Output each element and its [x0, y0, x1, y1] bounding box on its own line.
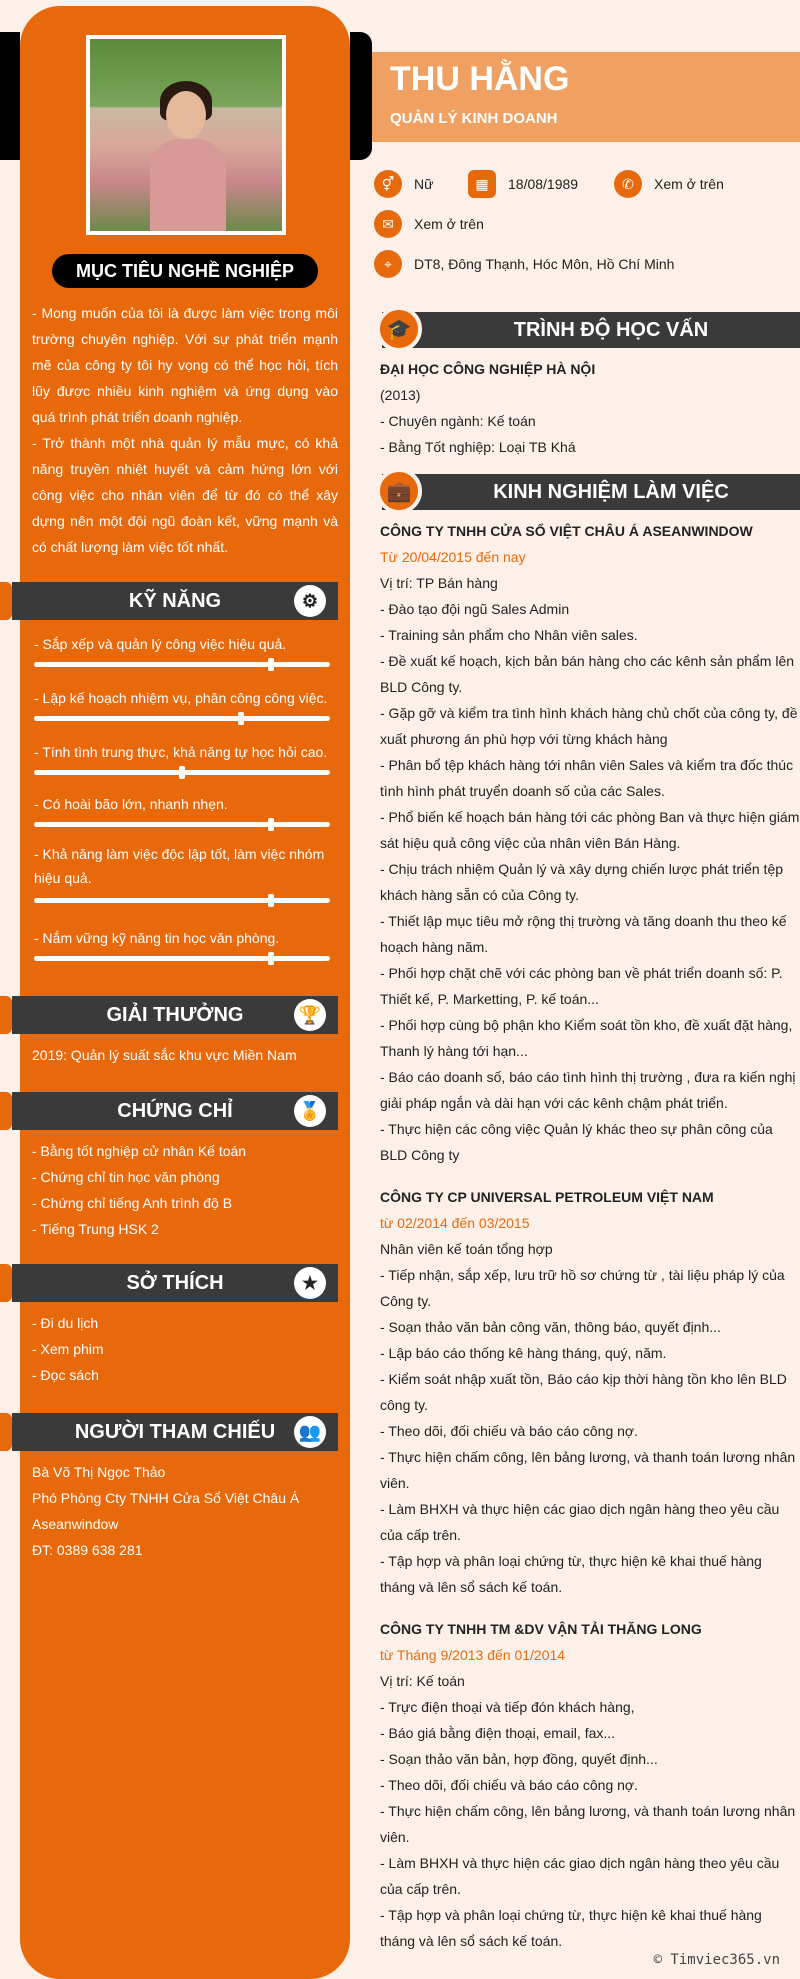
- education-line: - Bằng Tốt nghiệp: Loại TB Khá: [380, 439, 576, 455]
- skill-label: - Tính tình trung thực, khả năng tự học hỏi cao.: [34, 744, 328, 760]
- hobbies-header: [12, 1264, 338, 1302]
- job-duty: - Gặp gỡ và kiểm tra tình hình khách hàng chủ chốt của công ty, đề xuất phương án phù hợp với từng khách hàng: [380, 705, 798, 747]
- graduation-cap-icon: 🎓: [376, 306, 422, 352]
- references-title: NGƯỜI THAM CHIẾU: [74, 1420, 276, 1443]
- email-value: Xem ở trên: [414, 216, 484, 232]
- phone-icon: ✆: [614, 170, 642, 198]
- certificate-item: - Chứng chỉ tiếng Anh trình độ B: [32, 1195, 233, 1211]
- job-duty: - Theo dõi, đối chiếu và báo cáo công nợ.: [380, 1423, 638, 1439]
- name-block: [372, 52, 800, 142]
- section-tab: [0, 1092, 12, 1130]
- job-duty: - Training sản phẩm cho Nhân viên sales.: [380, 627, 638, 643]
- job-period: từ 02/2014 đến 03/2015: [380, 1215, 530, 1231]
- education-body: [380, 356, 800, 460]
- skill-label: - Sắp xếp và quản lý công việc hiệu quả.: [34, 636, 287, 652]
- objective-text: - Mong muốn của tôi là được làm việc trong môi trường chuyên nghiệp. Với sự phát triển mạnh mẽ của công ty tôi hy vọng có thể học hỏi, tích lũy được nhiều kinh nghiệm và ứng dụng vào quá trình phát triển doanh nghiệp. - Trở thành một nhà quản lý mẫu mực, có khả năng truyền nhiệt huyết và cảm hứng lớn với công việc cho nhân viên để từ đó có thể xây dựng nên một đội ngũ đoàn kết, vững mạnh và có chất lượng làm việc tốt nhất.: [32, 305, 338, 555]
- avatar: [90, 39, 282, 231]
- school-name: ĐẠI HỌC CÔNG NGHIỆP HÀ NỘI: [380, 361, 596, 377]
- skill-label: - Lập kế hoạch nhiệm vụ, phân công công việc.: [34, 690, 328, 706]
- skill-label: - Khả năng làm việc độc lập tốt, làm việc nhóm hiệu quả.: [34, 846, 325, 886]
- job-duty: - Phối hợp chặt chẽ với các phòng ban về phát triển doanh số: P. Thiết kế, P. Marketting, P. kế toán...: [380, 965, 783, 1007]
- job-duty: - Kiểm soát nhập xuất tồn, Báo cáo kịp thời hàng tồn kho lên BLD công ty.: [380, 1371, 787, 1413]
- job-duty: - Theo dõi, đối chiếu và báo cáo công nợ.: [380, 1777, 638, 1793]
- phone-value: Xem ở trên: [654, 176, 724, 192]
- address-item: [374, 250, 674, 278]
- job-duty: - Báo giá bằng điện thoại, email, fax...: [380, 1725, 616, 1741]
- job-duty: - Thiết lập mục tiêu mở rộng thị trường và tăng doanh thu theo kế hoạch hàng năm.: [380, 913, 787, 955]
- calendar-icon: ▦: [468, 170, 496, 198]
- reference-name: Bà Võ Thị Ngọc Thảo: [32, 1464, 166, 1480]
- job-duty: - Tập hợp và phân loại chứng từ, thực hiện kê khai thuế hàng tháng và lên sổ sách kế toán.: [380, 1553, 762, 1595]
- skill-level-marker: [268, 658, 274, 671]
- job-duty: - Soạn thảo văn bản công văn, thông báo, quyết định...: [380, 1319, 721, 1335]
- job-duty: - Làm BHXH và thực hiện các giao dịch ngân hàng theo yêu cầu của cấp trên.: [380, 1501, 780, 1543]
- certificate-item: - Bằng tốt nghiệp cử nhân Kế toán: [32, 1143, 247, 1159]
- avatar-body: [150, 139, 226, 231]
- skill-level-marker: [238, 712, 244, 725]
- reference-phone: ĐT: 0389 638 281: [32, 1542, 143, 1558]
- footer-watermark: © Timviec365.vn: [653, 1952, 780, 1968]
- experience-header: [382, 474, 800, 510]
- skill-bar: [34, 716, 330, 721]
- job-entry: [380, 1184, 800, 1600]
- certificate-item: - Chứng chỉ tin học văn phòng: [32, 1169, 220, 1185]
- certificates-list: [32, 1138, 338, 1242]
- skill-level-marker: [179, 766, 185, 779]
- job-duty: - Phổ biến kế hoạch bán hàng tới các phòng Ban và thực hiện giám sát hiệu quả công việc của nhân viên Bán Hàng.: [380, 809, 800, 851]
- company-name: CÔNG TY TNHH TM &DV VẬN TẢI THĂNG LONG: [380, 1621, 702, 1637]
- job-duty: - Tiếp nhận, sắp xếp, lưu trữ hồ sơ chứng từ , tài liệu pháp lý của Công ty.: [380, 1267, 785, 1309]
- skill-bar: [34, 770, 330, 775]
- section-tab: [0, 582, 12, 620]
- job-duty: - Soạn thảo văn bản, hợp đồng, quyết định...: [380, 1751, 658, 1767]
- hobbies-list: [32, 1310, 338, 1388]
- company-name: CÔNG TY TNHH CỬA SỔ VIỆT CHÂU Á ASEANWINDOW: [380, 523, 753, 539]
- job-duty: Vị trí: Kế toán: [380, 1673, 465, 1689]
- skill-label: - Nắm vững kỹ năng tin học văn phòng.: [34, 930, 280, 946]
- skill-bar: [34, 822, 330, 827]
- skill-level-marker: [268, 952, 274, 965]
- section-tab: [0, 996, 12, 1034]
- right-accent-bar: [350, 32, 372, 160]
- gender-item: [374, 170, 433, 198]
- experience-title: KINH NGHIỆM LÀM VIỆC: [493, 480, 729, 503]
- objective-title: MỤC TIÊU NGHỀ NGHIỆP: [52, 254, 318, 288]
- hobby-item: - Xem phim: [32, 1341, 104, 1357]
- company-name: CÔNG TY CP UNIVERSAL PETROLEUM VIỆT NAM: [380, 1189, 714, 1205]
- certificates-header: [12, 1092, 338, 1130]
- school-year: (2013): [380, 387, 421, 403]
- certificates-title: CHỨNG CHỈ: [117, 1099, 233, 1122]
- birthday-item: [468, 170, 578, 198]
- phone-item: [614, 170, 724, 198]
- experience-body: [380, 518, 800, 1954]
- job-duty: - Đào tạo đội ngũ Sales Admin: [380, 601, 570, 617]
- job-duty: Vị trí: TP Bán hàng: [380, 575, 498, 591]
- job-duty: - Thực hiện chấm công, lên bảng lương, và thanh toán lương nhân viên.: [380, 1449, 796, 1491]
- reference-company: Phó Phòng Cty TNHH Cửa Sổ Việt Châu Á Aseanwindow: [32, 1490, 300, 1532]
- job-entry: [380, 1616, 800, 1954]
- award-item: 2019: Quản lý suất sắc khu vực Miền Nam: [32, 1047, 297, 1063]
- job-period: từ Tháng 9/2013 đến 01/2014: [380, 1647, 566, 1663]
- address-value: DT8, Đông Thạnh, Hóc Môn, Hồ Chí Minh: [414, 256, 675, 272]
- job-duty: Nhân viên kế toán tổng hợp: [380, 1241, 553, 1257]
- birthday-value: 18/08/1989: [508, 176, 579, 192]
- mail-icon: ✉: [374, 210, 402, 238]
- awards-list: [32, 1042, 338, 1068]
- star-icon: ★: [294, 1267, 326, 1299]
- gender-icon: ⚥: [374, 170, 402, 198]
- awards-title: GIẢI THƯỞNG: [106, 1003, 244, 1026]
- left-accent-bar: [0, 32, 20, 160]
- job-duty: - Tập hợp và phân loại chứng từ, thực hiện kê khai thuế hàng tháng và lên sổ sách kế toán.: [380, 1907, 762, 1949]
- job-duty: - Phối hợp cùng bộ phận kho Kiểm soát tồn kho, đề xuất đặt hàng, Thanh lý hàng tới hạn...: [380, 1017, 793, 1059]
- job-duty: - Thực hiện các công việc Quản lý khác theo sự phân công của BLD Công ty: [380, 1121, 773, 1163]
- candidate-role: QUẢN LÝ KINH DOANH: [390, 110, 558, 127]
- candidate-name: THU HẰNG: [390, 60, 570, 98]
- profile-photo: [86, 35, 286, 235]
- awards-header: [12, 996, 338, 1034]
- section-tab: [0, 1413, 12, 1451]
- trophy-icon: 🏆: [294, 999, 326, 1031]
- job-duty: - Chịu trách nhiệm Quản lý và xây dựng chiến lược phát triển tệp khách hàng sẵn có của Công ty.: [380, 861, 784, 903]
- job-duty: - Báo cáo doanh số, báo cáo tình hình thị trường , đưa ra kiến nghị giải pháp ngắn và dài hạn với các kênh chậm phát triển.: [380, 1069, 796, 1111]
- medal-icon: 🏅: [294, 1095, 326, 1127]
- skill-level-marker: [268, 818, 274, 831]
- education-title: TRÌNH ĐỘ HỌC VẤN: [513, 318, 709, 341]
- certificate-item: - Tiếng Trung HSK 2: [32, 1221, 159, 1237]
- references-header: [12, 1413, 338, 1451]
- hobby-item: - Đọc sách: [32, 1367, 99, 1383]
- users-icon: 👥: [294, 1416, 326, 1448]
- gender-value: Nữ: [414, 176, 434, 192]
- skill-bar: [34, 898, 330, 903]
- education-line: - Chuyên ngành: Kế toán: [380, 413, 536, 429]
- briefcase-icon: 💼: [376, 468, 422, 514]
- job-period: Từ 20/04/2015 đến nay: [380, 549, 526, 565]
- gear-icon: ⚙: [294, 585, 326, 617]
- job-entry: [380, 518, 800, 1168]
- avatar-face: [166, 91, 206, 139]
- education-header: [382, 312, 800, 348]
- hobby-item: - Đi du lịch: [32, 1315, 99, 1331]
- job-duty: - Làm BHXH và thực hiện các giao dịch ngân hàng theo yêu cầu của cấp trên.: [380, 1855, 780, 1897]
- job-duty: - Trực điện thoại và tiếp đón khách hàng,: [380, 1699, 635, 1715]
- hobbies-title: SỞ THÍCH: [126, 1271, 224, 1294]
- job-duty: - Lập báo cáo thống kê hàng tháng, quý, năm.: [380, 1345, 667, 1361]
- job-duty: - Đề xuất kế hoạch, kịch bản bán hàng cho các kênh sản phẩm lên BLD Công ty.: [380, 653, 795, 695]
- email-item: [374, 210, 484, 238]
- skill-bar: [34, 662, 330, 667]
- skill-label: - Có hoài bão lớn, nhanh nhẹn.: [34, 796, 228, 812]
- skill-bar: [34, 956, 330, 961]
- location-icon: ⌖: [374, 250, 402, 278]
- job-duty: - Thực hiện chấm công, lên bảng lương, và thanh toán lương nhân viên.: [380, 1803, 796, 1845]
- section-tab: [0, 1264, 12, 1302]
- job-duty: - Phân bổ tệp khách hàng tới nhân viên Sales và kiểm tra đốc thúc tình hình phát truyển doanh số của các Sales.: [380, 757, 794, 799]
- skills-header: [12, 582, 338, 620]
- skills-title: KỸ NĂNG: [128, 589, 222, 612]
- references-list: [32, 1459, 338, 1563]
- skill-level-marker: [268, 894, 274, 907]
